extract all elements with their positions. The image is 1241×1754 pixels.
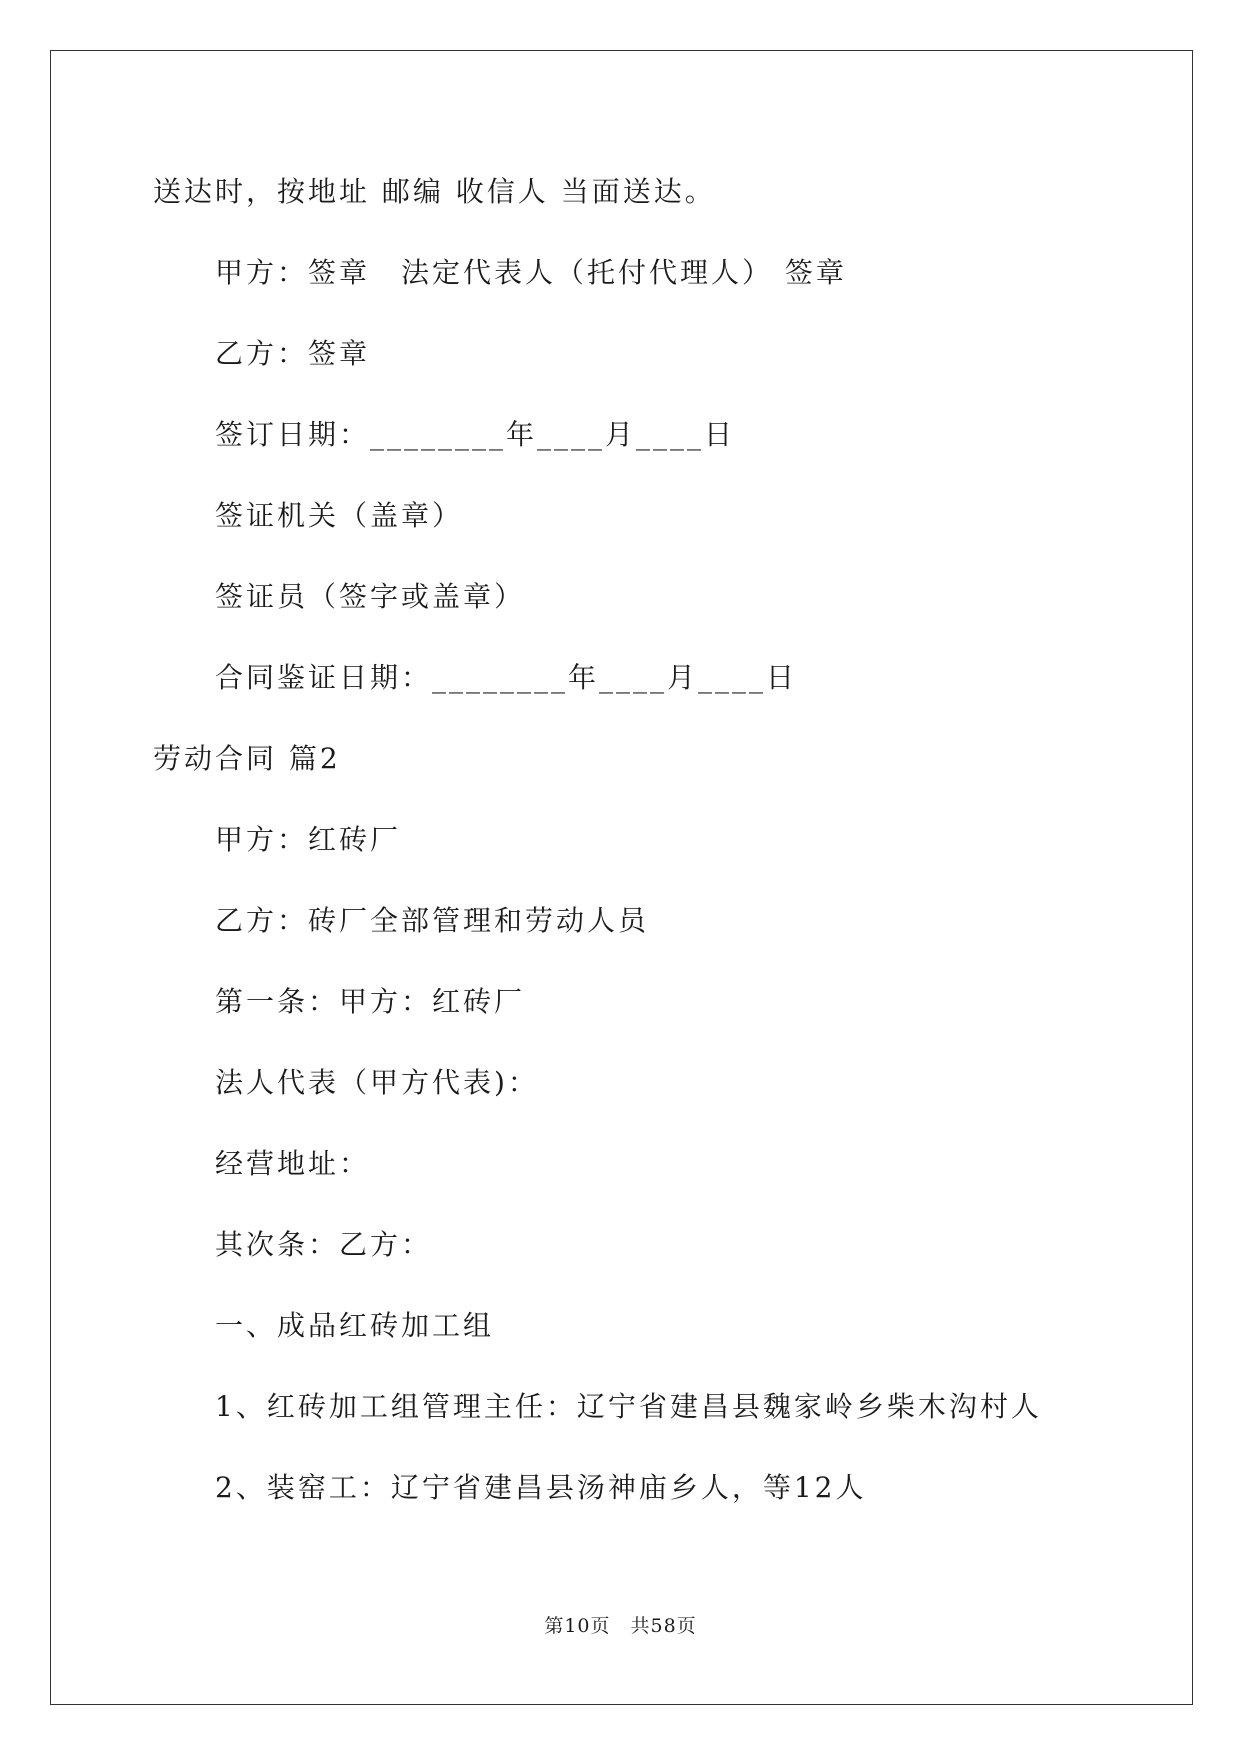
text-line: 签证员（签字或盖章） <box>215 580 526 613</box>
text-line: 1、红砖加工组管理主任：辽宁省建昌县魏家岭乡柴木沟村人 <box>215 1390 1042 1423</box>
text-line: 2、装窑工：辽宁省建昌县汤神庙乡人，等12人 <box>215 1471 867 1504</box>
text-line: 乙方：砖厂全部管理和劳动人员 <box>215 904 650 937</box>
text-line: 第一条：甲方：红砖厂 <box>215 985 526 1018</box>
text-line: 经营地址： <box>215 1147 371 1180</box>
text-line: 乙方：签章 <box>215 337 371 370</box>
text-line: 送达时，按地址 邮编 收信人 当面送达。 <box>153 175 716 208</box>
text-line: 法人代表（甲方代表)： <box>215 1066 539 1099</box>
text-line: 签订日期：________年____月____日 <box>215 418 736 451</box>
section-heading: 劳动合同 篇2 <box>153 742 341 775</box>
page-frame <box>50 50 1193 1705</box>
text-line: 合同鉴证日期：________年____月____日 <box>215 661 798 694</box>
text-line: 其次条：乙方： <box>215 1228 433 1261</box>
text-line: 一、成品红砖加工组 <box>215 1309 495 1342</box>
text-line: 甲方：红砖厂 <box>215 823 402 856</box>
text-line: 签证机关（盖章） <box>215 499 464 532</box>
page-number-footer: 第10页 共58页 <box>544 1615 697 1637</box>
text-line: 甲方：签章 法定代表人（托付代理人） 签章 <box>215 256 847 289</box>
